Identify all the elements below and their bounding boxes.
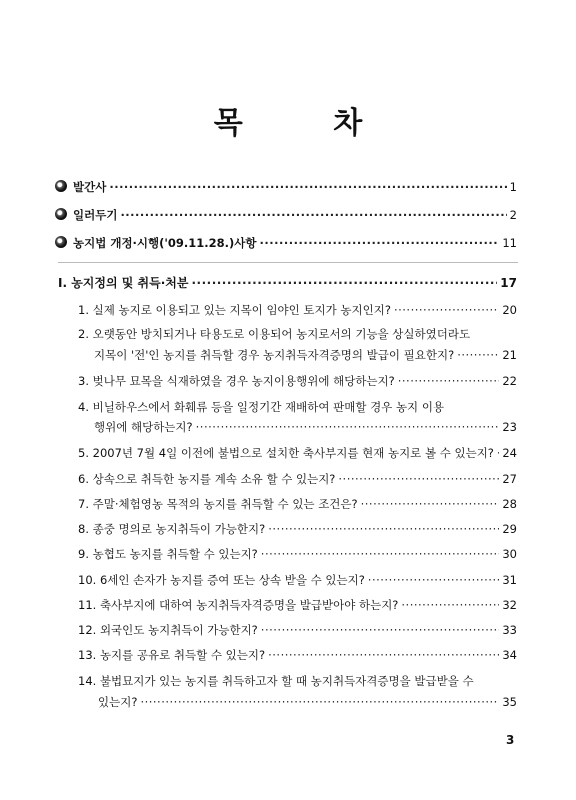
toc-item-page: 30 (502, 547, 517, 561)
leader-dots (457, 348, 499, 362)
toc-item[interactable] (78, 303, 517, 317)
leader-dots (109, 180, 506, 194)
toc-item-number: 10. (78, 573, 97, 587)
toc-item[interactable] (78, 472, 517, 486)
toc-item-page: 34 (502, 648, 517, 662)
toc-item-label-continued: 행위에 해당하는지? (94, 420, 193, 434)
toc-item-label: 2007년 7월 4일 이전에 불법으로 설치한 축사부지를 현재 농지로 볼 수 있는지? (92, 446, 494, 460)
page-title: 목 차 (213, 106, 403, 141)
toc-item[interactable] (78, 598, 517, 612)
toc-item-number: 7. (78, 497, 89, 511)
toc-item[interactable] (78, 374, 517, 388)
toc-item-label: 상속으로 취득한 농지를 계속 소유 할 수 있는지? (92, 472, 336, 486)
toc-item-label: 농협도 농지를 취득할 수 있는지? (92, 547, 258, 561)
leader-dots (191, 276, 497, 290)
toc-entry-label: 일러두기 (73, 208, 118, 222)
toc-item-page: 24 (502, 446, 517, 460)
toc-item-page: 29 (502, 522, 517, 536)
toc-item-page: 31 (502, 573, 517, 587)
toc-entry-page: 1 (509, 180, 517, 194)
toc-item-page: 27 (502, 472, 517, 486)
toc-item-label: 6세인 손자가 농지를 증여 또는 상속 받을 수 있는지? (99, 573, 365, 587)
toc-item[interactable] (78, 674, 474, 688)
leader-dots (261, 623, 500, 637)
toc-item-label: 주말·체험영농 목적의 농지를 취득할 수 있는 조건은? (92, 497, 358, 511)
toc-item-label-continued: 지목이 '전'인 농지를 취득할 경우 농지취득자격증명의 발급이 필요한지? (94, 348, 455, 362)
toc-item[interactable] (78, 547, 517, 561)
leader-dots (401, 598, 499, 612)
toc-item-page: 20 (502, 303, 517, 317)
toc-entry-label: 발간사 (73, 180, 107, 194)
page-number: 3 (506, 733, 515, 747)
toc-item-number: 8. (78, 522, 89, 536)
toc-item-page: 32 (502, 598, 517, 612)
toc-item-number: 4. (78, 400, 89, 414)
toc-entry-guide[interactable] (55, 208, 517, 222)
toc-entry-label: 농지법 개정·시행('09.11.28.)사항 (73, 236, 257, 250)
toc-item-number: 11. (78, 598, 97, 612)
toc-item-page: 21 (502, 348, 517, 362)
divider (58, 262, 518, 263)
toc-item-page: 22 (502, 374, 517, 388)
leader-dots (394, 303, 499, 317)
leader-dots (196, 420, 500, 434)
toc-item-label: 오랫동안 방치되거나 타용도로 이용되어 농지로서의 기능을 상실하였더라도 (92, 327, 471, 341)
toc-item-page: 33 (502, 623, 517, 637)
toc-item-number: 5. (78, 446, 89, 460)
toc-item-number: 6. (78, 472, 89, 486)
toc-item[interactable] (78, 497, 517, 511)
leader-dots (338, 472, 499, 486)
toc-item[interactable] (78, 446, 517, 460)
toc-item-label: 농지를 공유로 취득할 수 있는지? (99, 648, 266, 662)
leader-dots (497, 446, 499, 460)
toc-entry-preface[interactable] (55, 180, 517, 194)
toc-item-page: 28 (502, 497, 517, 511)
leader-dots (268, 522, 499, 536)
leader-dots (361, 497, 500, 511)
toc-item-label-continued: 있는지? (98, 695, 138, 709)
bullet-icon (55, 236, 67, 248)
bullet-icon (55, 180, 67, 192)
toc-item-label: 벚나무 묘목을 식재하였을 경우 농지이용행위에 해당하는지? (92, 374, 395, 388)
toc-item-label: 불법묘지가 있는 농지를 취득하고자 할 때 농지취득자격증명을 발급받을 수 (99, 674, 474, 688)
toc-item[interactable] (78, 648, 517, 662)
toc-item-number: 1. (78, 303, 89, 317)
leader-dots (398, 374, 500, 388)
toc-item-number: 14. (78, 674, 97, 688)
toc-item-number: 3. (78, 374, 89, 388)
toc-item-number: 2. (78, 327, 89, 341)
toc-item-number: 13. (78, 648, 97, 662)
leader-dots (260, 236, 500, 250)
toc-item-page: 35 (502, 695, 517, 709)
toc-item-label: 외국인도 농지취득이 가능한지? (99, 623, 258, 637)
toc-section-1[interactable] (58, 276, 517, 290)
toc-entry-page: 2 (509, 208, 517, 222)
leader-dots (268, 648, 499, 662)
toc-item[interactable] (78, 623, 517, 637)
toc-item-label: 실제 농지로 이용되고 있는 지목이 임야인 토지가 농지인지? (92, 303, 391, 317)
toc-item-continuation[interactable] (94, 348, 517, 362)
toc-item-continuation[interactable] (98, 695, 517, 709)
leader-dots (120, 208, 506, 222)
toc-section-label: Ⅰ. 농지정의 및 취득·처분 (58, 276, 189, 290)
toc-entry-page: 11 (502, 236, 517, 250)
leader-dots (368, 573, 500, 587)
toc-item-page: 23 (502, 420, 517, 434)
toc-item-number: 9. (78, 547, 89, 561)
toc-item[interactable] (78, 573, 517, 587)
leader-dots (140, 695, 499, 709)
leader-dots (261, 547, 500, 561)
toc-item[interactable] (78, 400, 444, 414)
bullet-icon (55, 208, 67, 220)
toc-item[interactable] (78, 522, 517, 536)
toc-item[interactable] (78, 327, 470, 341)
toc-item-continuation[interactable] (94, 420, 517, 434)
toc-item-label: 비닐하우스에서 화훼류 등을 일정기간 재배하여 판매할 경우 농지 이용 (92, 400, 445, 414)
toc-item-number: 12. (78, 623, 97, 637)
toc-item-label: 축사부지에 대하여 농지취득자격증명을 발급받아야 하는지? (99, 598, 399, 612)
toc-section-page: 17 (500, 276, 517, 290)
toc-item-label: 종중 명의로 농지취득이 가능한지? (92, 522, 266, 536)
toc-entry-amendment[interactable] (55, 236, 517, 250)
